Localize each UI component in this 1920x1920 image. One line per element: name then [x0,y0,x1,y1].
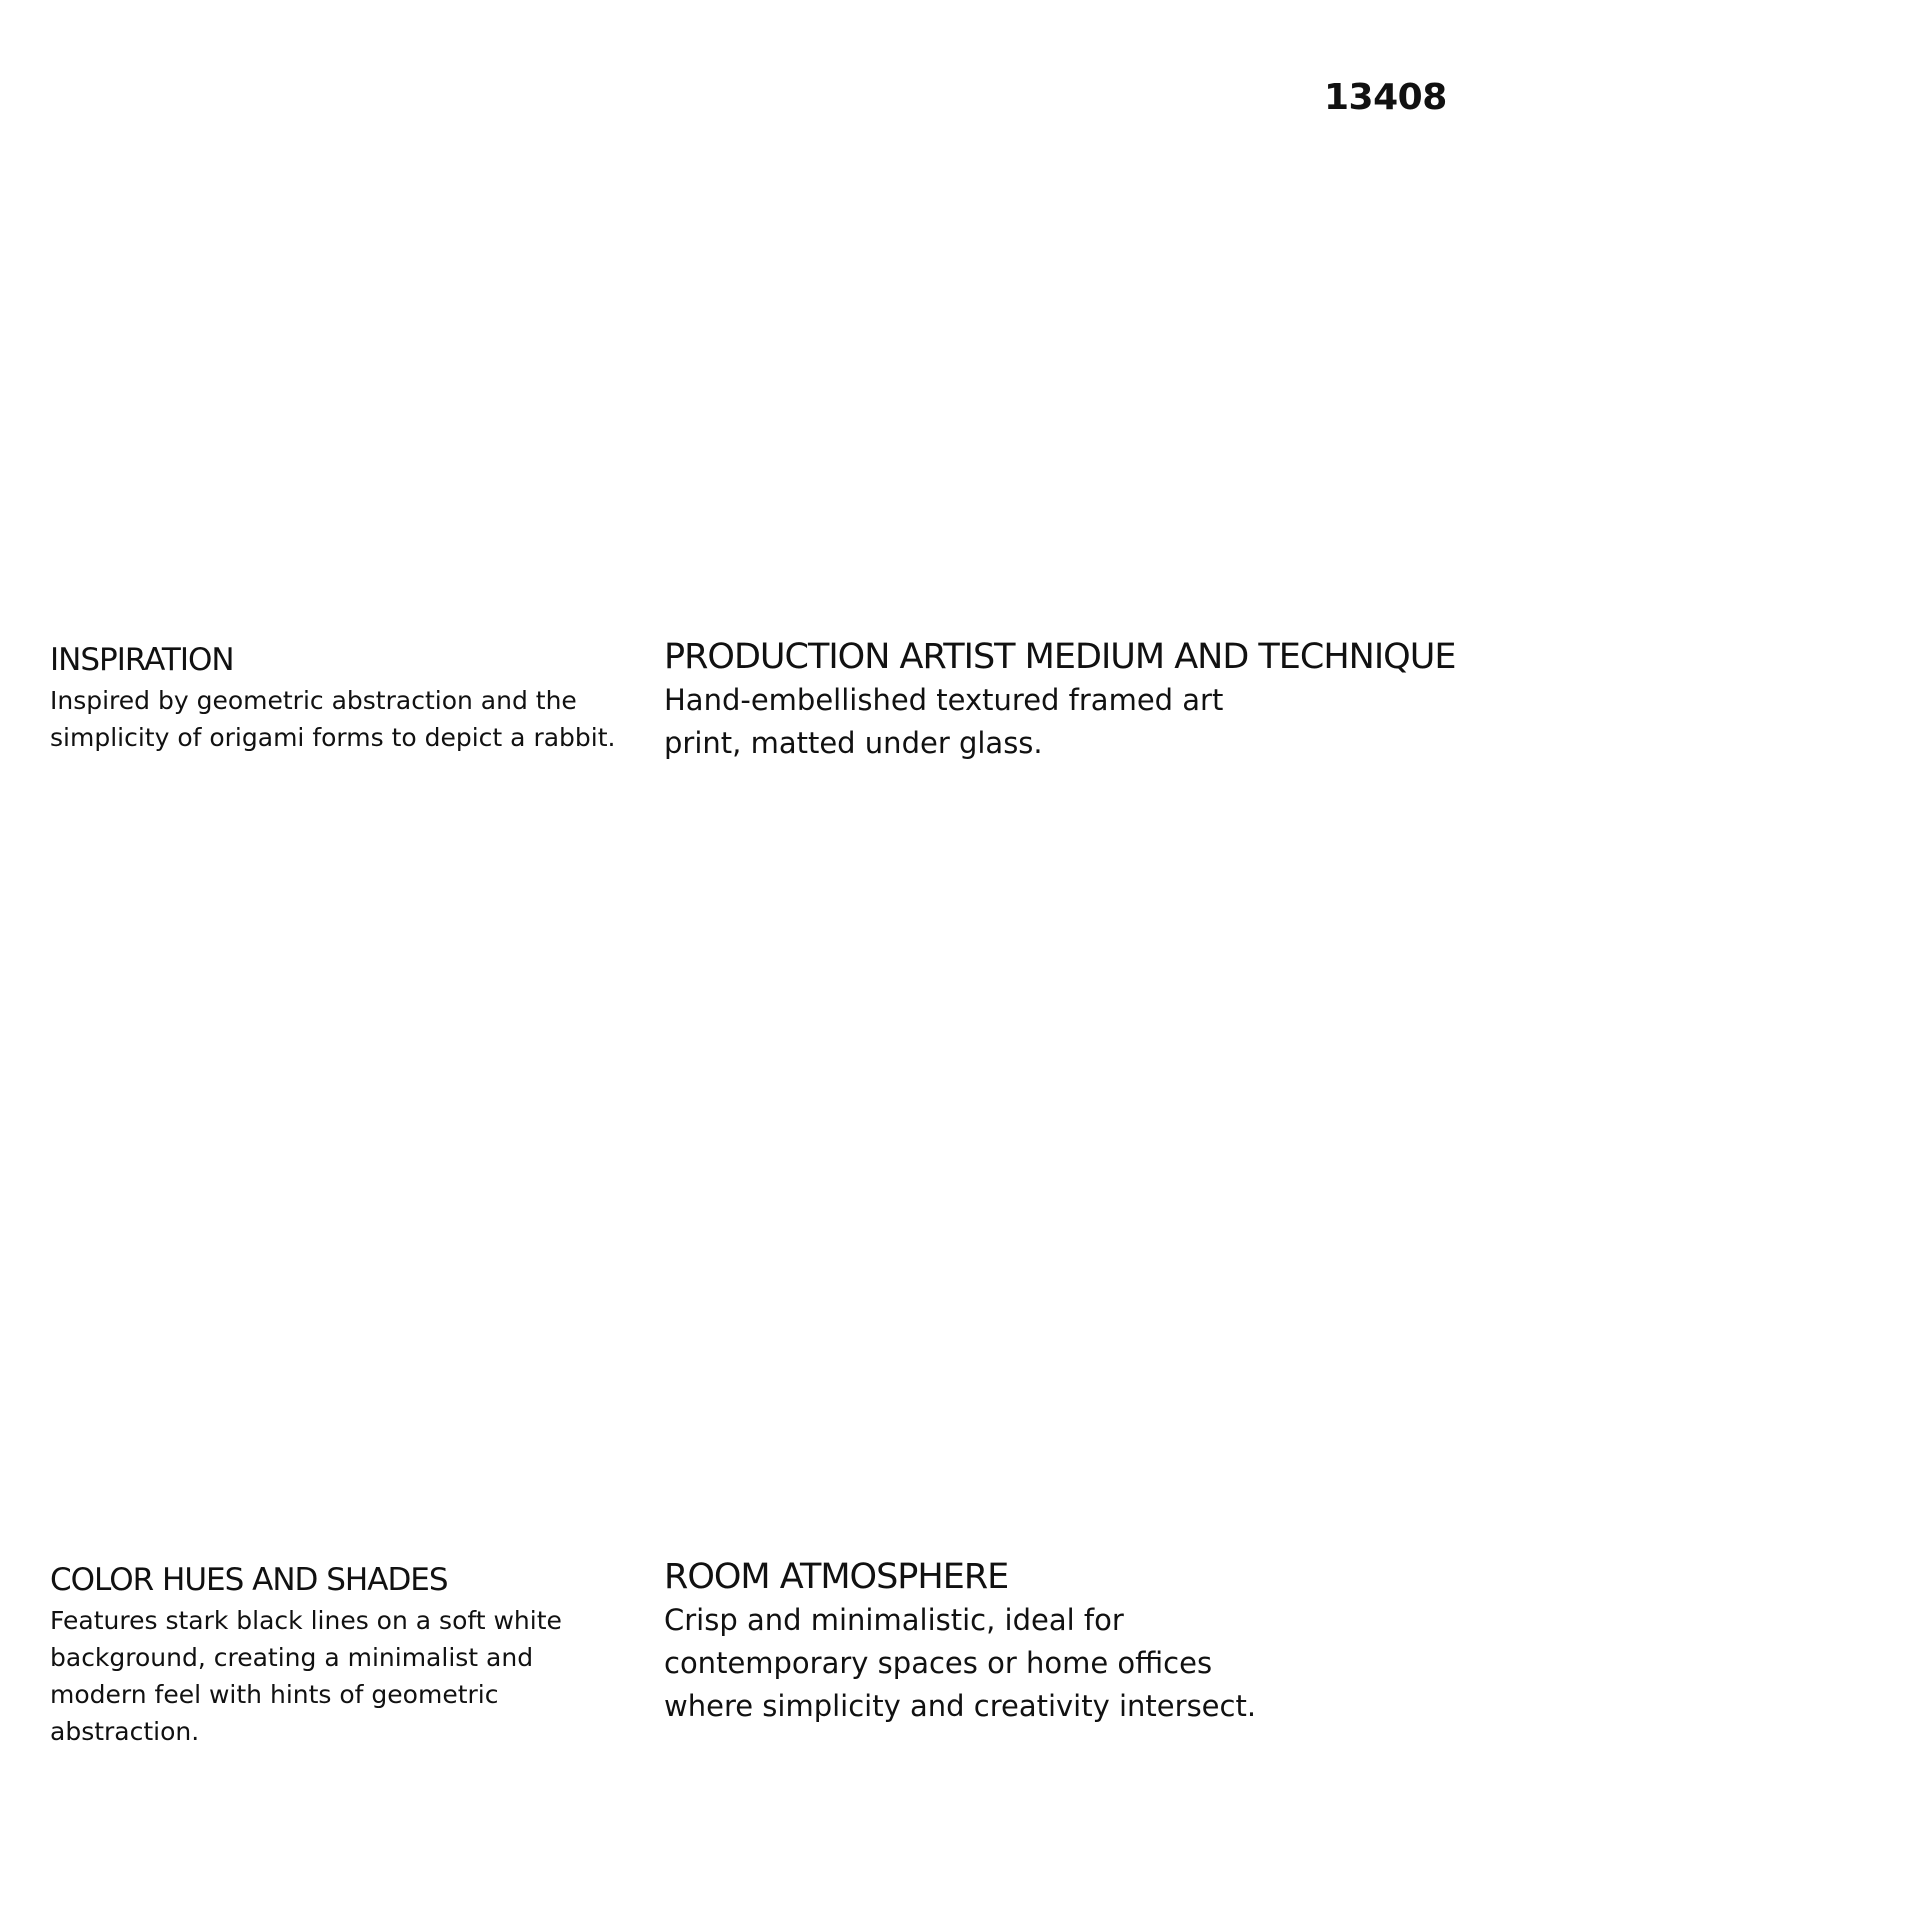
inspiration-text: Inspired by geometric abstraction and the simplicity of origami forms to depict a rabbit. [50,686,616,752]
color-hues-text: Features stark black lines on a soft white background, creating a minimalist and modern feel with hints of geometric abstraction. [50,1606,562,1746]
room-atmosphere-section [664,1556,1544,1728]
inspiration-section [50,640,630,756]
room-atmosphere-text: Crisp and minimalistic, ideal for contemporary spaces or home offices where simplicity and creativity intersect. [664,1603,1257,1723]
color-hues-heading: COLOR HUES AND SHADES [50,1562,448,1598]
room-atmosphere-heading: ROOM ATMOSPHERE [664,1557,1009,1597]
inspiration-heading: INSPIRATION [50,642,234,678]
item-number: 13408 [1324,77,1447,118]
medium-technique-section [664,636,1544,765]
color-hues-section [50,1560,630,1750]
medium-technique-heading: PRODUCTION ARTIST MEDIUM AND TECHNIQUE [664,637,1456,677]
medium-technique-text: Hand-embellished textured framed art print, matted under glass. [664,683,1224,760]
